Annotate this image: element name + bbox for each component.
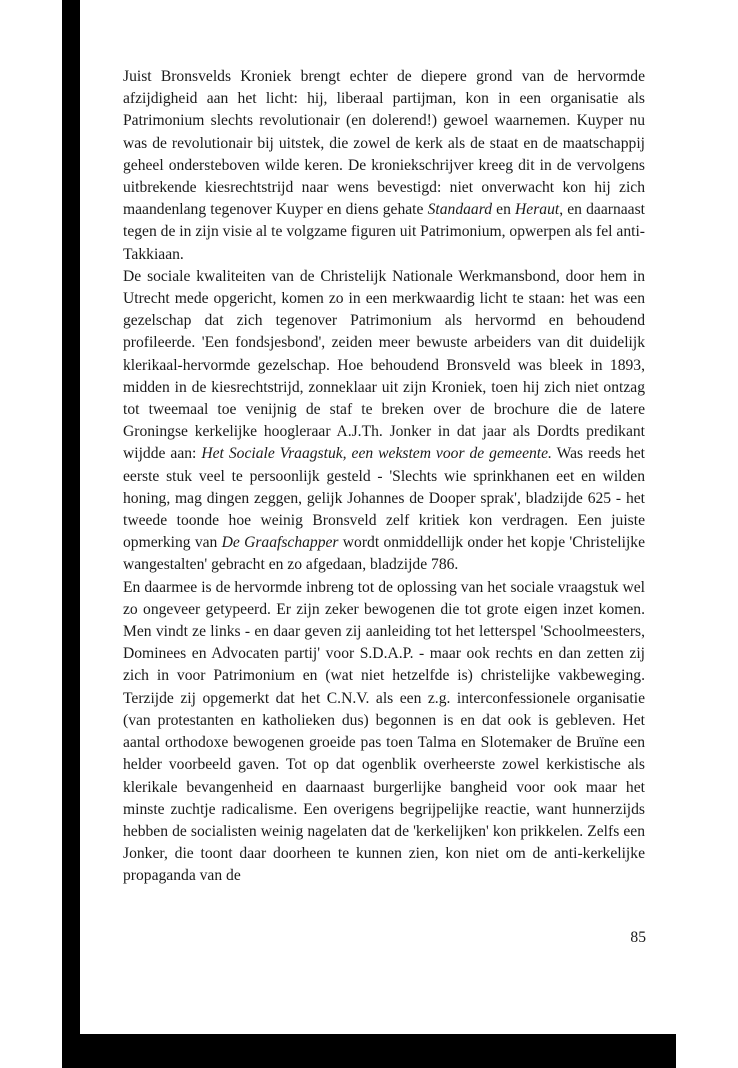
page-number: 85 (630, 929, 646, 946)
body-text (123, 66, 645, 888)
italic-title: De Graafschapper (221, 534, 339, 552)
text-run: wordt onmiddellijk onder het kopje 'Christelijke wangestalten' gebracht en zo afgedaan, bladzijde 786. (123, 534, 645, 574)
paragraph (123, 66, 645, 266)
scan-border-bottom (62, 1034, 676, 1068)
text-run: , en daarnaast tegen de in zijn visie al te volgzame figuren uit Patrimonium, opwerpen als fel anti-Takkiaan. (123, 201, 645, 263)
text-run: en (492, 201, 516, 219)
text-run: En daarmee is de hervormde inbreng tot de oplossing van het sociale vraagstuk wel zo ongeveer getypeerd. Er zijn zeker bewogenen die tot grote eigen inzet komen. Men vindt ze links - en daar geven zij aanleiding tot het letterspel 'Schoolmeesters, Dominees en Advocaten partij' voor S.D.A.P. - maar ook rechts en dan zetten zij zich in voor Patrimonium en (wat niet hetzelfde is) christelijke vakbeweging. Terzijde zij opgemerkt dat het C.N.V. als een z.g. interconfessionele organisatie (van protestanten en katholieken dus) begonnen is en dat ook is gebleven. Het aantal orthodoxe bewogenen groeide pas toen Talma en Slotemaker de Bruïne een helder voorbeeld gaven. Tot op dat ogenblik overheerste zowel kerkistische als klerikale bevangenheid en daarnaast burgerlijke bangheid voor ook maar het minste zuchtje radicalisme. Een overigens begrijpelijke reactie, want hunnerzijds hebben de socialisten weinig nagelaten dat de 'kerkelijken' kon prikkelen. Zelfs een Jonker, die toont daar doorheen te kunnen zien, kon niet om de anti-kerkelijke propaganda van de (123, 578, 645, 885)
scan-border-left (62, 0, 80, 1068)
text-run: De sociale kwaliteiten van de Christelijk Nationale Werkmansbond, door hem in Utrecht mede opgericht, komen zo in een merkwaardig licht te staan: het was een gezelschap dat zich tegenover Patrimonium als hervormd en behoudend profileerde. 'Een fondsjesbond', zeiden meer bewuste arbeiders van dit duidelijk klerikaal-hervormde gezelschap. Hoe behoudend Bronsveld was bleek in 1893, midden in de kiesrechtstrijd, zonneklaar uit zijn Kroniek, toen hij zich niet ontzag tot tweemaal toe venijnig de staf te breken over de brochure die de latere Groningse kerkelijke hoogleraar A.J.Th. Jonker in dat jaar als Dordts predikant wijdde aan: (123, 267, 645, 463)
italic-title: Het Sociale Vraagstuk, een wekstem voor de gemeente. (201, 445, 552, 463)
italic-title: Standaard (427, 201, 492, 219)
paragraph (123, 577, 645, 888)
text-run: Was reeds het eerste stuk veel te persoonlijk gesteld - 'Slechts wie sprinkhanen eet en wilden honing, mag dingen zeggen, gelijk Johannes de Dooper sprak', bladzijde 625 - het tweede toonde hoe weinig Bronsveld zelf kritiek kon verdragen. Een juiste opmerking van (123, 445, 645, 552)
paragraph (123, 266, 645, 577)
italic-title: Heraut (515, 201, 560, 219)
text-run: Juist Bronsvelds Kroniek brengt echter de diepere grond van de hervormde afzijdigheid aan het licht: hij, liberaal partijman, kon in een organisatie als Patrimonium slechts revolutionair (en dolerend!) gewoel waarnemen. Kuyper nu was de revolutionair bij uitstek, die zowel de kerk als de staat en de maatschappij geheel ondersteboven wilde keren. De kroniekschrijver kreeg dit in de vervolgens uitbrekende kiesrechtstrijd naar wens bevestigd: niet onverwacht kon hij zich maandenlang tegenover Kuyper en diens gehate (123, 68, 645, 219)
